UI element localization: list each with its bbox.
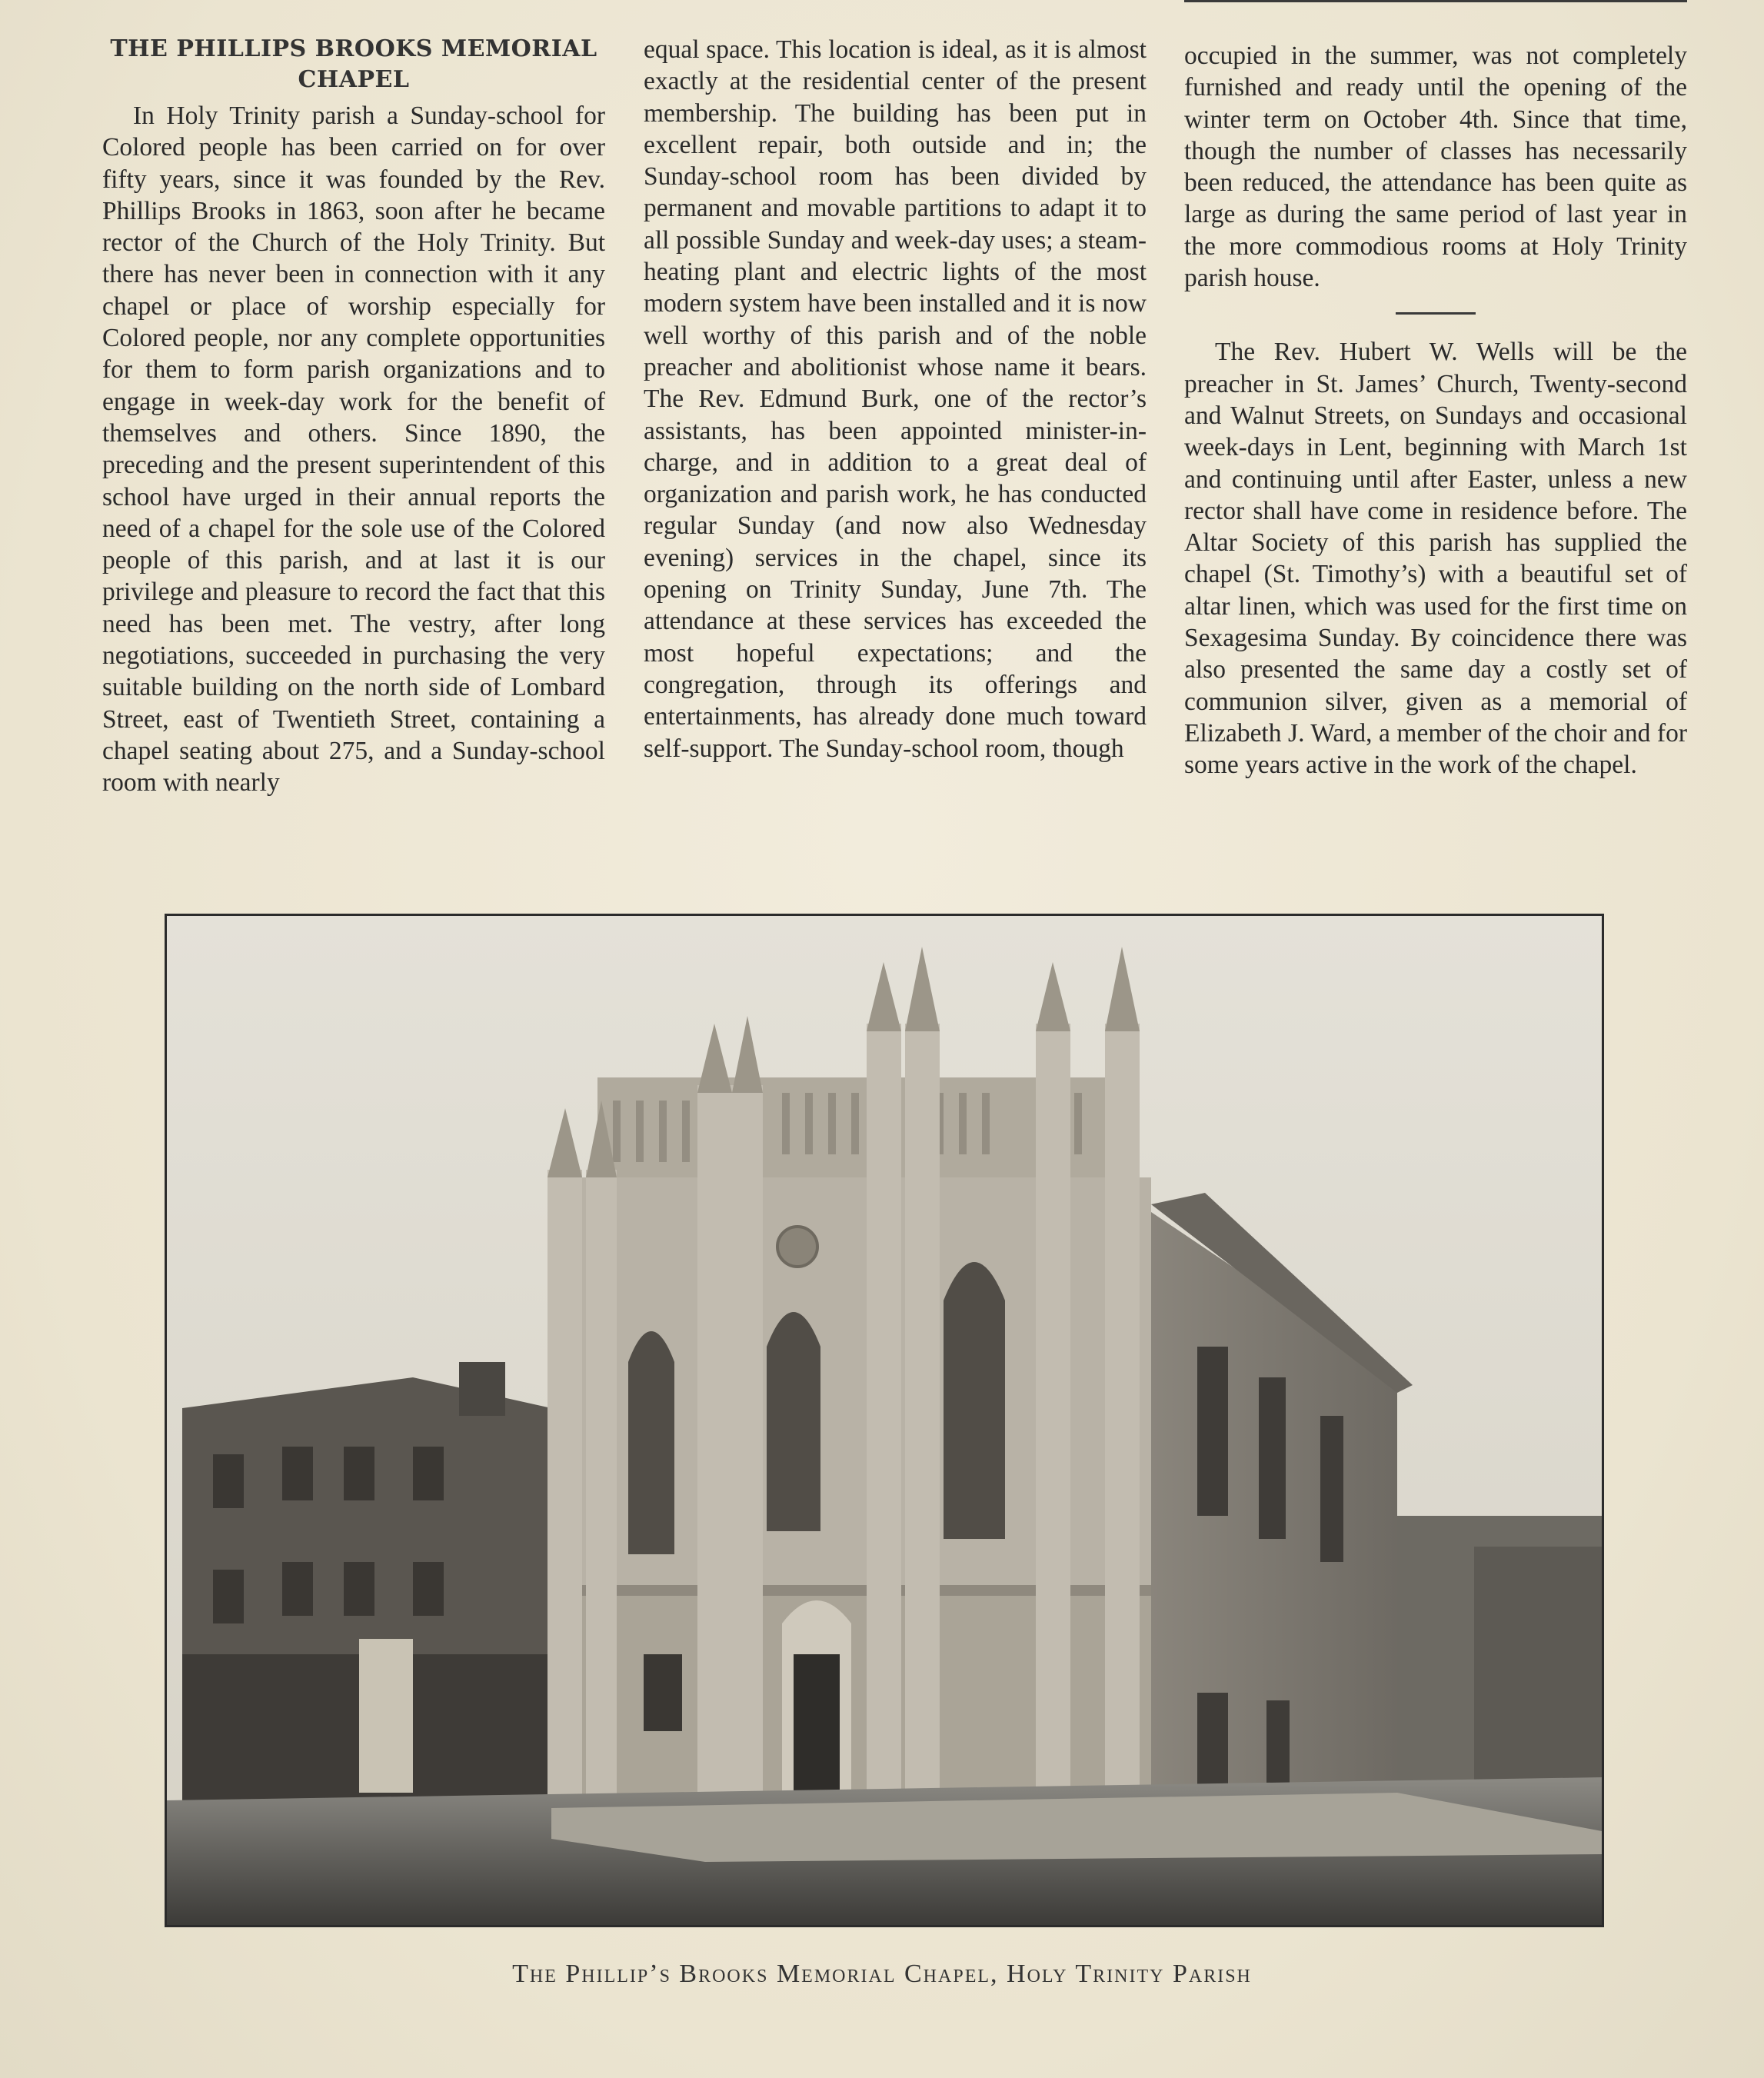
chapel-illustration: [167, 916, 1602, 1925]
chapel-photograph: [165, 914, 1604, 1927]
column-3: [1184, 40, 1687, 781]
entrance-door: [794, 1654, 840, 1808]
paragraph-1-continued: equal space. This location is ideal, as it is almost exactly at the residential center of the present membership. The building has been put in excellent repair, both outside and in; the Sunday-school room has been divided by permanent and movable partitions to adapt it to all possible Sunday and week-day uses; a steam-heating plant and electric lights of the most modern system have been installed and it is now well worthy of this parish and of the noble preacher and abolitionist whose name it bears. The Rev. Edmund Burk, one of the rector’s assistants, has been appointed minister-in-charge, and in addition to a great deal of organization and parish work, he has conducted regular Sunday (and now also Wednesday evening) services in the chapel, since its opening on Trinity Sunday, June 7th. The attendance at these services has exceeded the most hopeful expectations; and the congregation, through its offerings and entertainments, has already done much toward self-support. The Sunday-school room, though: [644, 35, 1147, 763]
rose-window: [777, 1227, 817, 1267]
paragraph-2: The Rev. Hubert W. Wells will be the preacher in St. James’ Church, Twenty-second and Walnut Streets, on Sundays and occasional week-days in Lent, beginning with March 1st and continuing until after Easter, unless a new rector shall have come in residence before. The Altar Society of this parish has supplied the chapel (St. Timothy’s) with a beautiful set of altar linen, which was used for the first time on Sexagesima Sunday. By coincidence there was also presented the same day a costly set of communion silver, given as a memorial of Elizabeth J. Ward, a member of the choir and for some years active in the work of the chapel.: [1184, 338, 1687, 780]
column-2: [644, 34, 1147, 764]
paragraph-1-end: occupied in the summer, was not completely furnished and ready until the opening of the winter term on October 4th. Since that time, though the number of classes has necessarily been reduced, the attendance has been quite as large as during the same period of last year in the more commodious rooms at Holy Trinity parish house.: [1184, 42, 1687, 293]
chimney: [459, 1362, 505, 1416]
paragraph-1: In Holy Trinity parish a Sunday-school for Colored people has been carried on for over fifty years, since it was founded by the Rev. Phillips Brooks in 1863, soon after he became rector of the Church of the Holy Trinity. But there has never been in connection with it any chapel or place of worship especially for Colored people, nor any complete opportunities for them to form parish organizations and to engage in week-day work for the benefit of themselves and others. Since 1890, the preceding and the present superintendent of this school have urged in their annual reports the need of a chapel for the sole use of the Colored people of this parish, and at last it is our privilege and pleasure to record the fact that this need has been met. The vestry, after long negotiations, succeeded in purchasing the very suitable building on the north side of Lombard Street, east of Twentieth Street, containing a chapel seating about 275, and a Sunday-school room with nearly: [102, 102, 605, 798]
basement-window: [644, 1654, 682, 1731]
photo-caption: The Phillip’s Brooks Memorial Chapel, Holy Trinity Parish: [512, 1960, 1252, 1988]
poster-board: [359, 1639, 413, 1793]
section-separator: [1396, 312, 1476, 315]
background-trees: [1474, 1547, 1602, 1793]
top-rule: [1184, 0, 1687, 2]
column-1: [102, 34, 605, 799]
article-heading: THE PHILLIPS BROOKS MEMORIAL CHAPEL: [110, 35, 597, 93]
